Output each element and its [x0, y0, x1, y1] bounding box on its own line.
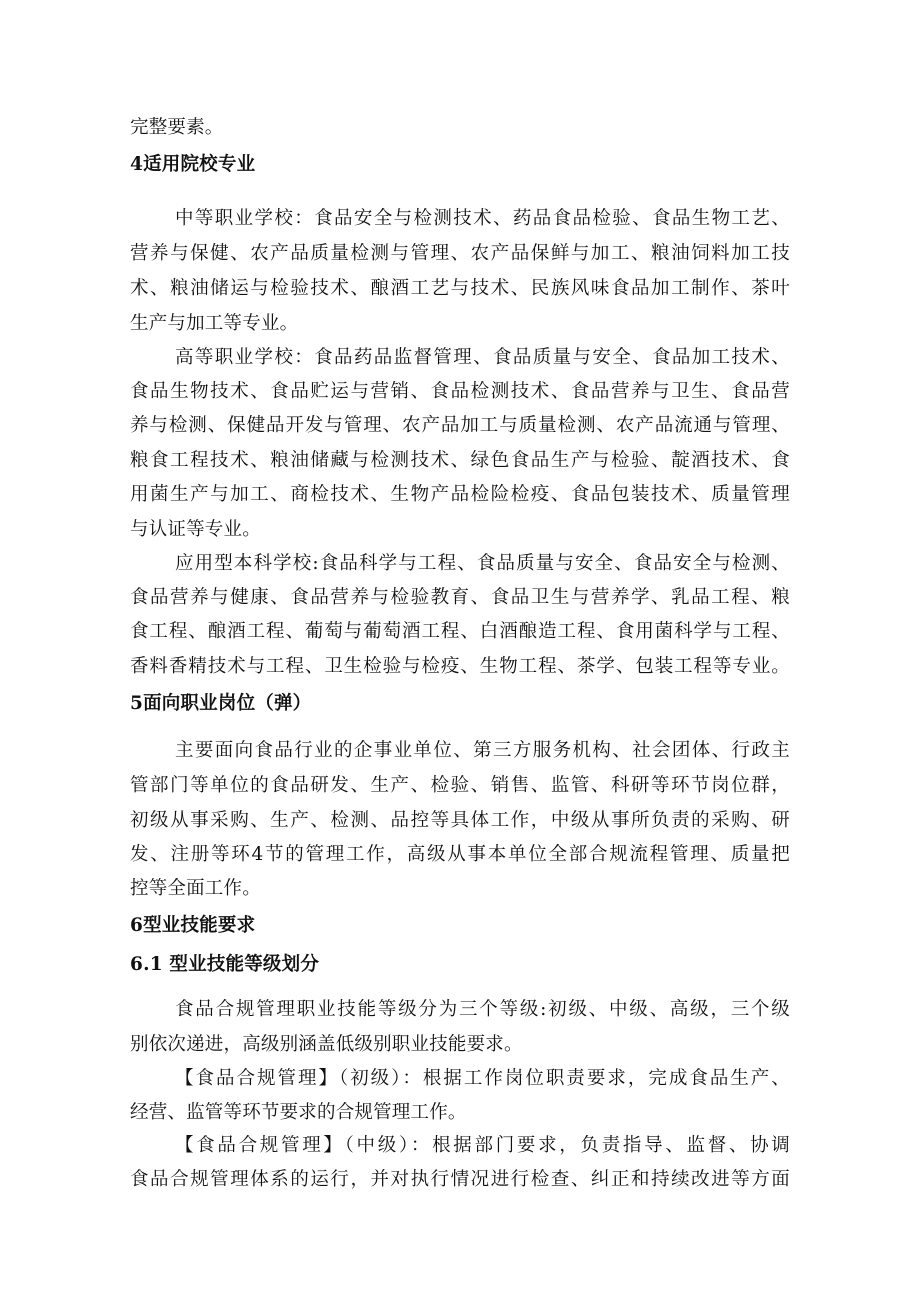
- paragraph-line: 应用型本科学校:食品科学与工程、食品质量与安全、食品安全与检测、: [175, 553, 790, 574]
- paragraph-line: 经营、监管等环节要求的合规管理工作。: [130, 1102, 467, 1123]
- paragraph-line: 食工程、酿酒工程、葡萄与葡萄酒工程、白酒酿造工程、食用菌科学与工程、: [130, 621, 790, 642]
- paragraph-line: 术、粮油储运与检验技术、酿酒工艺与技术、民族风味食品加工制作、茶叶: [130, 278, 790, 299]
- paragraph-line: 食品生物技术、食品贮运与营销、食品检测技术、食品营养与卫生、食品营: [130, 381, 790, 402]
- section-heading-6: 6型业技能要求: [130, 915, 256, 936]
- paragraph-line: 用菌生产与加工、商检技术、生物产品检险检疫、食品包装技术、质量管理: [130, 484, 790, 505]
- paragraph-line: 【食品合规管理】（中级）：根据部门要求，负责指导、监督、协调: [175, 1135, 790, 1156]
- paragraph-line: 与认证等专业。: [130, 519, 261, 540]
- paragraph-line: 管部门等单位的食品研发、生产、检验、销售、监管、科研等环节岗位群，: [130, 775, 790, 796]
- paragraph-line: 中等职业学校：食品安全与检测技术、药品食品检验、食品生物工艺、: [175, 208, 790, 229]
- paragraph-line: 食品合规管理职业技能等级分为三个等级:初级、中级、高级，三个级: [175, 999, 790, 1020]
- section-heading-4: 4适用院校专业: [130, 154, 256, 175]
- subsection-heading-6-1: 6.1 型业技能等级划分: [130, 954, 320, 975]
- section-heading-5: 5面向职业岗位（弹）: [130, 693, 312, 714]
- paragraph-line: 别依次递进，高级别涵盖低级别职业技能要求。: [130, 1034, 523, 1055]
- paragraph-line: 高等职业学校：食品药品监督管理、食品质量与安全、食品加工技术、: [175, 347, 790, 368]
- paragraph-line: 生产与加工等专业。: [130, 313, 299, 334]
- paragraph-line: 主要面向食品行业的企事业单位、第三方服务机构、社会团体、行政主: [175, 740, 790, 761]
- paragraph-line: 香料香精技术与工程、卫生检验与检疫、生物工程、茶学、包装工程等专业。: [130, 656, 790, 677]
- paragraph-line: 控等全面工作。: [130, 878, 261, 899]
- paragraph-line: 粮食工程技术、粮油储藏与检测技术、绿色食品生产与检验、靛酒技术、食: [130, 450, 790, 471]
- paragraph-line: 养与检测、保健品开发与管理、农产品加工与质量检测、农产品流通与管理、: [130, 415, 790, 436]
- paragraph-continuation: 完整要素。: [130, 117, 224, 138]
- paragraph-line: 初级从事采购、生产、检测、品控等具体工作，中级从事所负责的采购、研: [130, 810, 790, 831]
- paragraph-line: 食品合规管理体系的运行，并对执行情况进行检查、纠正和持续改进等方面: [130, 1169, 790, 1190]
- paragraph-line: 发、注册等环4节的管理工作，高级从事本单位全部合规流程管理、质量把: [130, 844, 790, 865]
- paragraph-line: 营养与保健、农产品质量检测与管理、农产品保鲜与加工、粮油饲料加工技: [130, 243, 790, 264]
- paragraph-line: 【食品合规管理】（初级）：根据工作岗位职责要求，完成食品生产、: [175, 1068, 790, 1089]
- paragraph-line: 食品营养与健康、食品营养与检验教育、食品卫生与营养学、乳品工程、粮: [130, 587, 790, 608]
